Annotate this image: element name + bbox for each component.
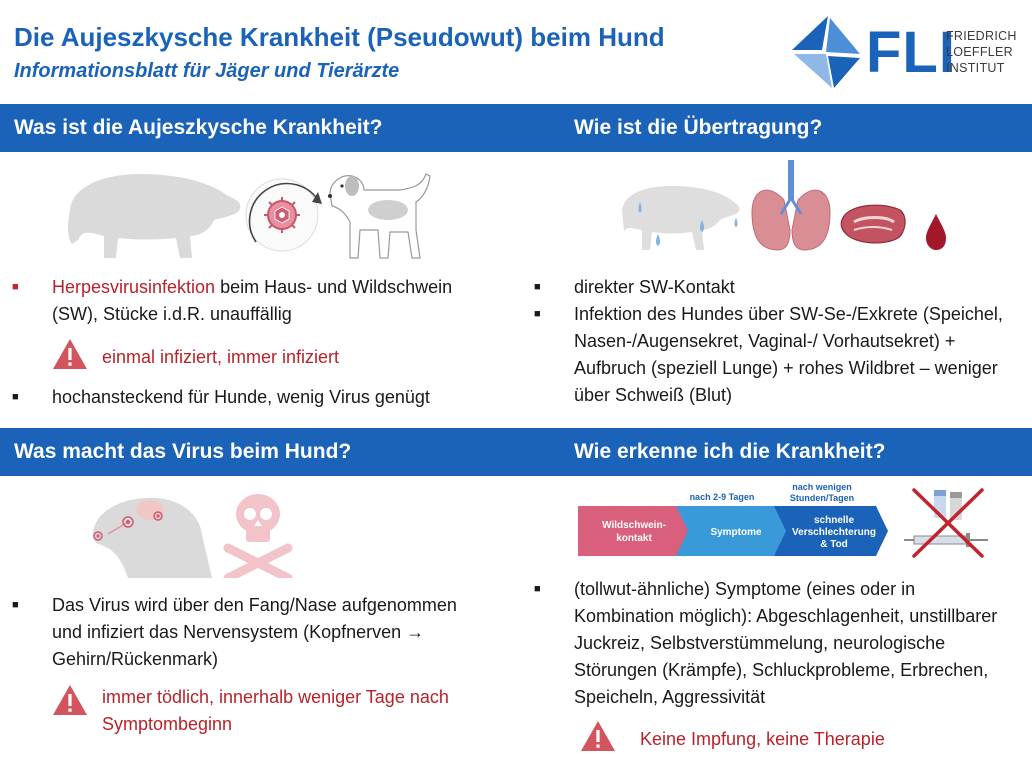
fli-logo-mark-icon	[792, 14, 862, 90]
herpesvirus-icon	[246, 179, 322, 251]
page-subtitle: Informationsblatt für Jäger und Tierärzte	[14, 60, 400, 82]
list-item-herpes	[12, 274, 502, 328]
timeline-step-1-line1: Wildschwein-	[602, 520, 666, 531]
list-item-contagious	[12, 384, 502, 411]
logo-abbreviation: FLI	[866, 20, 956, 85]
section-heading-what: Was ist die Aujeszkysche Krankheit?	[0, 104, 516, 152]
warning-triangle-icon	[52, 684, 88, 716]
logo-institute-name	[946, 28, 1017, 76]
logo-line-1: FRIEDRICH	[946, 29, 1017, 43]
section-heading-virus: Was macht das Virus beim Hund?	[0, 428, 516, 476]
header	[0, 0, 1032, 104]
timeline-label-3-line2: Stunden/Tagen	[789, 493, 855, 503]
prohibited-cross-icon	[914, 490, 982, 556]
skull-crossbones-icon	[228, 494, 288, 578]
timeline-label-3-line1: nach wenigen	[792, 482, 852, 492]
timeline-step-2: Symptome	[710, 527, 762, 538]
timeline-label-2: nach 2-9 Tagen	[689, 492, 755, 502]
symptoms-text: (tollwut-ähnliche) Symptome (eines oder in Kombination möglich): Abgeschlagenheit, unstillbarer Juckreiz, Selbstverstümmelung, neurologische Störungen (Krämpfe), Schluckprobleme, Erbrechen, Speicheln, Aggressivität	[574, 579, 998, 707]
infection-route-text: Infektion des Hundes über SW-Se-/Exkrete (Speichel, Nasen-/Augensekret, Vaginal-/ Vorhautsekret) + Aufbruch (speziell Lunge) + rohes Wildbret – weniger über Schweiß (Blut)	[574, 304, 1003, 405]
list-item-virus-entry	[12, 592, 488, 673]
wild-boar-secretions-icon	[622, 186, 740, 250]
raw-meat-icon	[841, 205, 905, 243]
disease-timeline	[578, 478, 890, 560]
timeline-step-3-line1: schnelle	[813, 515, 855, 526]
warning-infected-text: einmal infiziert, immer infiziert	[102, 347, 340, 367]
list-item-infection-route	[534, 301, 1004, 409]
bullet-marker: ■	[534, 281, 541, 293]
logo-line-3: INSTITUT	[946, 61, 1005, 75]
warning-triangle-icon	[52, 338, 88, 370]
fli-logo	[792, 14, 1027, 90]
contagious-text: hochansteckend für Hunde, wenig Virus genügt	[52, 387, 430, 407]
bullet-marker: ■	[12, 281, 19, 293]
warning-infected	[52, 338, 492, 371]
boar-virus-dog-illustration	[60, 160, 440, 265]
lungs-icon	[752, 160, 830, 250]
wild-boar-icon	[68, 174, 240, 258]
section-heading-recognize: Wie erkenne ich die Krankheit?	[516, 428, 1032, 476]
list-item-symptoms	[534, 576, 1010, 711]
timeline-step-1-line2: kontakt	[616, 533, 652, 544]
syringe-icon	[904, 533, 988, 547]
blood-drop-icon	[926, 214, 946, 250]
timeline-step-3-line2: Verschlechterung	[792, 527, 876, 538]
bullet-marker: ■	[534, 583, 541, 595]
bullet-marker: ■	[534, 308, 541, 320]
warning-triangle-icon	[580, 720, 616, 752]
warning-no-vaccine-text: Keine Impfung, keine Therapie	[640, 729, 885, 749]
warning-fatal-text: immer tödlich, innerhalb weniger Tage nach Symptombeginn	[102, 687, 449, 734]
highlight-herpesvirus: Herpesvirusinfektion	[52, 277, 216, 297]
bullet-marker: ■	[12, 599, 19, 611]
dog-head-skull-illustration	[88, 488, 308, 578]
bullet-marker: ■	[12, 391, 19, 403]
logo-line-2: LOEFFLER	[946, 45, 1013, 59]
transmission-illustration	[618, 160, 958, 260]
warning-no-vaccine	[580, 720, 1000, 753]
list-item-direct-contact	[534, 274, 1014, 301]
virus-entry-text: Das Virus wird über den Fang/Nase aufgenommen und infiziert das Nervensystem (Kopfnerven → Gehirn/Rückenmark)	[52, 595, 457, 669]
section-heading-transmission: Wie ist die Übertragung?	[516, 104, 1032, 152]
direct-contact-text: direkter SW-Kontakt	[574, 277, 735, 297]
page-title: Die Aujeszkysche Krankheit (Pseudowut) beim Hund	[14, 22, 665, 52]
dog-head-brain-icon	[93, 498, 212, 578]
warning-fatal	[52, 684, 492, 738]
timeline-step-1-shape	[578, 506, 690, 556]
dog-icon	[328, 174, 430, 258]
no-vaccine-illustration	[904, 486, 994, 558]
timeline-step-3-line3: & Tod	[820, 539, 848, 550]
herpes-description: beim Haus- und Wildschwein (SW), Stücke i.d.R. unauffällig	[52, 277, 453, 324]
